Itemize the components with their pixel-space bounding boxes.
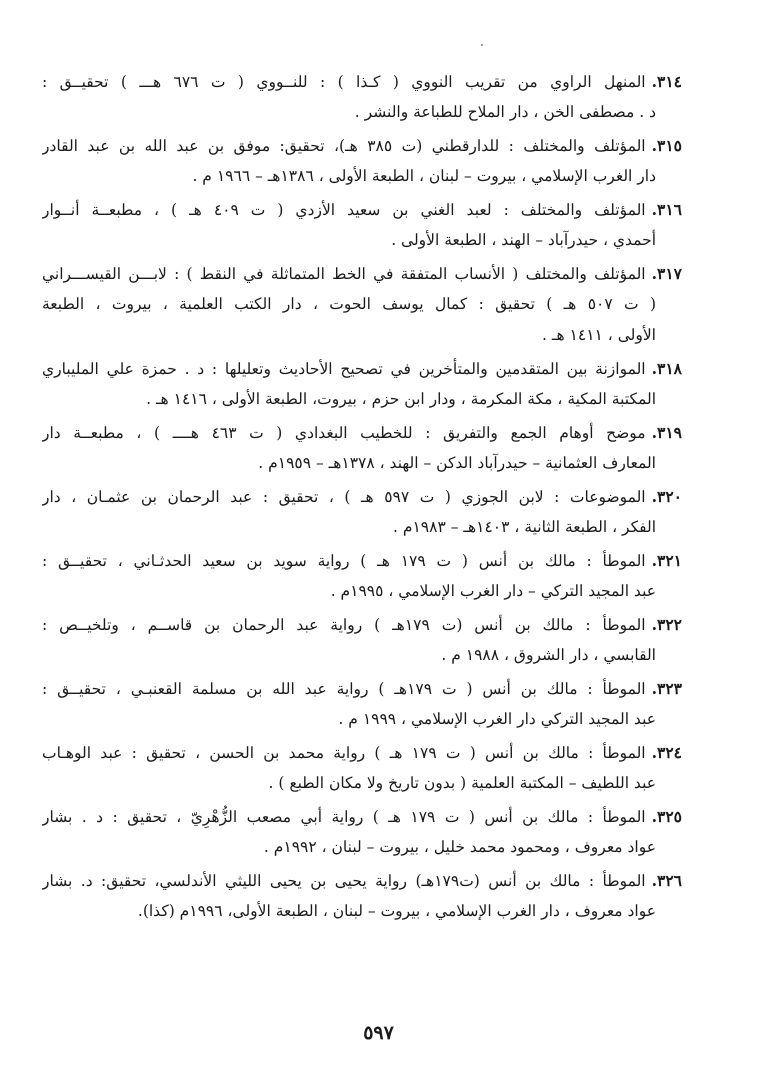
- bibliography-entry: [42, 481, 682, 543]
- entry-continuation-line: [42, 225, 682, 256]
- entry-text: الموطأ : مالك بن أنس (ت١٧٩هـ) رواية يحيى بن يحيى الليثي الأندلسي، تحقيق: د. بشار: [42, 872, 646, 890]
- entry-continuation-line: [42, 384, 682, 415]
- entry-first-line: [42, 353, 682, 384]
- entry-text: أحمدي ، حيدرآباد – الهند ، الطبعة الأولى .: [391, 231, 656, 249]
- entry-text: الموطأ : مالك بن أنس (ت ١٧٩هـ ) رواية عبد الرحمان بن قاســم ، وتلخيــص :: [42, 616, 646, 634]
- entry-text: المؤتلف والمختلف : لعبد الغني بن سعيد الأزدي ( ت ٤٠٩ هـ ) ، مطبعــة أنــوار: [42, 201, 646, 219]
- entry-text: الفكر ، الطبعة الثانية ، ١٤٠٣هـ – ١٩٨٣م .: [393, 518, 656, 536]
- entry-continuation-line: [42, 640, 682, 671]
- entry-text: المؤتلف والمختلف ( الأنساب المتفقة في الخط المتماثلة في النقط ) : لابـــن القيســـراني: [42, 265, 646, 283]
- entry-continuation-line: [42, 448, 682, 479]
- entry-number: ٣١٧.: [651, 264, 682, 283]
- entry-text: الموطأ : مالك بن أنس ( ت ١٧٩ هـ ) رواية سويد بن سعيد الحدثـاني ، تحقيــق :: [42, 552, 646, 570]
- entry-text: المكتبة المكية ، مكة المكرمة ، ودار ابن حزم ، بيروت، الطبعة الأولى ، ١٤١٦ هـ .: [146, 390, 656, 408]
- entry-text: الموطأ : مالك بن أنس ( ت ١٧٩ هـ ) رواية محمد بن الحسن ، تحقيق : عبد الوهـاب: [42, 744, 646, 762]
- entry-number: ٣١٩.: [651, 423, 682, 442]
- entry-number: ٣٢٢.: [651, 615, 682, 634]
- entry-text: موضح أوهام الجمع والتفريق : للخطيب البغدادي ( ت ٤٦٣ هــــ ) ، مطبعــة دار: [42, 424, 646, 442]
- entry-number: ٣٢١.: [651, 551, 682, 570]
- entry-number: ٣٢٥.: [651, 807, 682, 826]
- entry-first-line: [42, 545, 682, 576]
- entry-first-line: [42, 737, 682, 768]
- entry-text: المؤتلف والمختلف : للدارقطني (ت ٣٨٥ هـ)، تحقيق: موفق بن عبد الله بن عبد القادر: [42, 137, 646, 155]
- bibliography-entry: [42, 66, 682, 128]
- entry-continuation-line: [42, 832, 682, 863]
- entry-continuation-line: [42, 704, 682, 735]
- bibliography-entry: [42, 258, 682, 351]
- entry-continuation-line: [42, 768, 682, 799]
- entry-text: القابسي ، دار الشروق ، ١٩٨٨ م .: [441, 646, 656, 664]
- entry-text: الموضوعات : لابن الجوزي ( ت ٥٩٧ هـ ) ، تحقيق : عبد الرحمان بن عثمـان ، دار: [42, 488, 646, 506]
- bibliography-entry: [42, 545, 682, 607]
- entry-first-line: [42, 481, 682, 512]
- entry-number: ٣٢٠.: [651, 487, 682, 506]
- entry-text: عبد المجيد التركي – دار الغرب الإسلامي ، ١٩٩٥م .: [330, 582, 656, 600]
- entry-text: المعارف العثمانية – حيدرآباد الدكن – الهند ، ١٣٧٨هـ – ١٩٥٩م .: [258, 454, 656, 472]
- entry-continuation-line: [42, 97, 682, 128]
- bibliography-entry: [42, 801, 682, 863]
- entry-number: ٣١٨.: [651, 359, 682, 378]
- entry-first-line: [42, 194, 682, 225]
- entry-first-line: [42, 66, 682, 97]
- entry-first-line: [42, 865, 682, 896]
- entry-text: د . مصطفى الخن ، دار الملاح للطباعة والنشر .: [354, 103, 656, 121]
- entry-first-line: [42, 417, 682, 448]
- entry-text: الموطأ : مالك بن أنس ( ت ١٧٩ هـ ) رواية أبي مصعب الزُّهْرِيّ ، تحقيق : د . بشار: [42, 808, 646, 826]
- entry-text: الموطأ : مالك بن أنس ( ت ١٧٩هـ ) رواية عبد الله بن مسلمة القعنبـي ، تحقيــق :: [42, 680, 646, 698]
- entry-text: الموازنة بين المتقدمين والمتأخرين في تصحيح الأحاديث وتعليلها : د . حمزة علي المليباري: [42, 360, 646, 378]
- bibliography-entry: [42, 194, 682, 256]
- bibliography-entry: [42, 737, 682, 799]
- bibliography-entry: [42, 130, 682, 192]
- entry-number: ٣٢٤.: [651, 743, 682, 762]
- entry-text: المنهل الراوي من تقريب النووي ( كـذا ) : للنــووي ( ت ٦٧٦ هـــ ) تحقيــق :: [42, 73, 646, 91]
- entry-text: عبد اللطيف – المكتبة العلمية ( بدون تاريخ ولا مكان الطبع ) .: [268, 774, 656, 792]
- entry-first-line: [42, 130, 682, 161]
- entry-number: ٣١٥.: [651, 136, 682, 155]
- bibliography-entry: [42, 673, 682, 735]
- entry-first-line: [42, 609, 682, 640]
- entry-text: عبد المجيد التركي دار الغرب الإسلامي ، ١٩٩٩ م .: [338, 710, 656, 728]
- scan-artifact: [481, 44, 483, 46]
- bibliography-list: [42, 66, 682, 927]
- entry-continuation-line: [42, 289, 682, 320]
- entry-continuation-line: [42, 161, 682, 192]
- entry-text: دار الغرب الإسلامي ، بيروت – لبنان ، الطبعة الأولى ، ١٣٨٦هـ – ١٩٦٦ م .: [192, 167, 656, 185]
- entry-text: عواد معروف ، ومحمود محمد خليل ، بيروت – لبنان ، ١٩٩٢م .: [263, 838, 656, 856]
- bibliography-entry: [42, 865, 682, 927]
- entry-first-line: [42, 673, 682, 704]
- entry-text: عواد معروف ، دار الغرب الإسلامي ، بيروت – لبنان ، الطبعة الأولى، ١٩٩٦م (كذا).: [137, 902, 656, 920]
- entry-continuation-line: [42, 576, 682, 607]
- entry-first-line: [42, 801, 682, 832]
- entry-number: ٣١٦.: [651, 200, 682, 219]
- bibliography-entry: [42, 609, 682, 671]
- entry-text: ( ت ٥٠٧ هـ ) تحقيق : كمال يوسف الحوت ، دار الكتب العلمية ، بيروت ، الطبعة: [42, 295, 656, 313]
- entry-first-line: [42, 258, 682, 289]
- entry-number: ٣٢٣.: [651, 679, 682, 698]
- entry-number: ٣٢٦.: [651, 871, 682, 890]
- entry-number: ٣١٤.: [651, 72, 682, 91]
- entry-continuation-line: [42, 896, 682, 927]
- bibliography-entry: [42, 353, 682, 415]
- bibliography-entry: [42, 417, 682, 479]
- entry-text: الأولى ، ١٤١١ هـ .: [542, 326, 656, 344]
- page-number: ٥٩٧: [363, 1022, 394, 1044]
- entry-continuation-line: [42, 320, 682, 351]
- entry-continuation-line: [42, 512, 682, 543]
